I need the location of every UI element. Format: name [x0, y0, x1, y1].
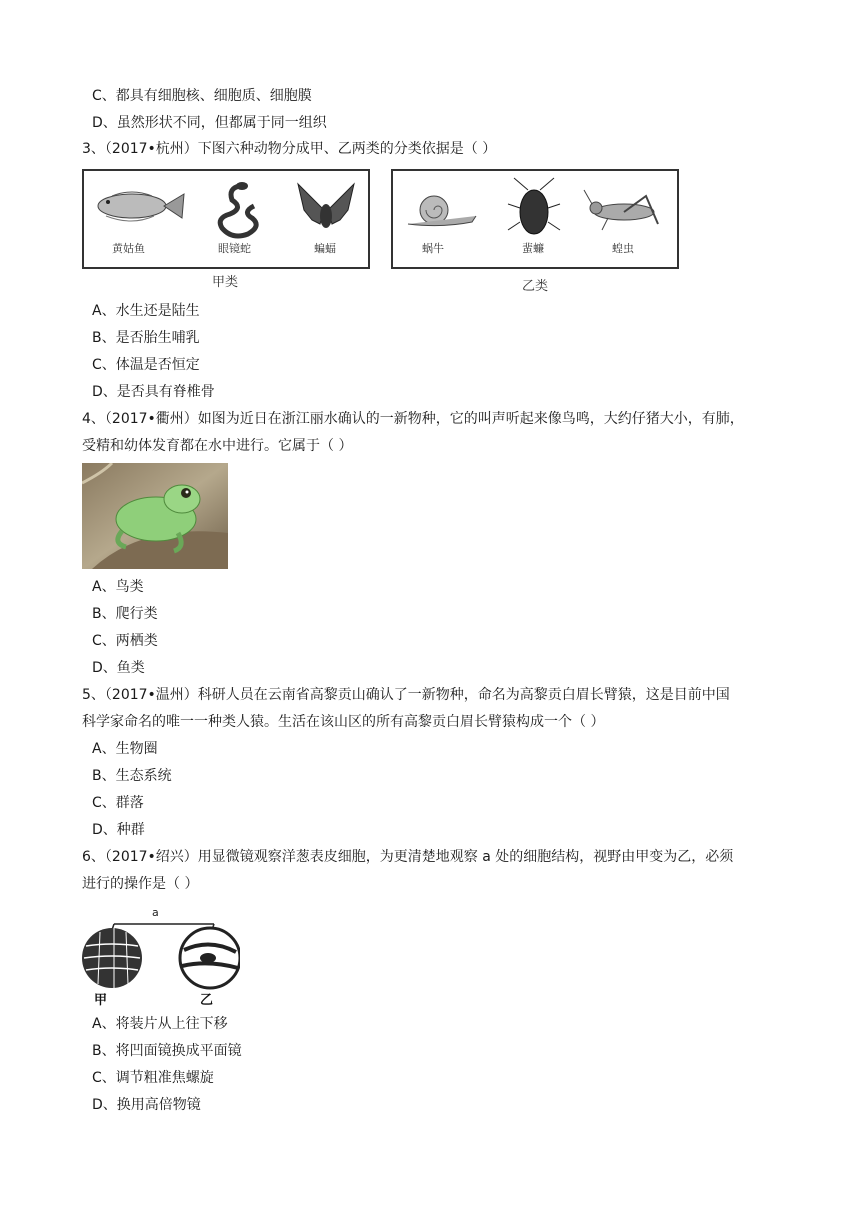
microscope-view-image	[80, 902, 240, 1008]
q6-option-c: C、调节粗准焦螺旋	[92, 1070, 214, 1086]
q5-stem-line2: 科学家命名的唯一一种类人猿。生活在该山区的所有高黎贡白眉长臂猿构成一个（ ）	[82, 714, 605, 730]
q5-stem-line1: 5、（2017•温州）科研人员在云南省高黎贡山确认了一新物种，命名为高黎贡白眉长臂猿，这是目前中国	[82, 687, 730, 703]
snake-image	[220, 182, 256, 236]
q2-option-c: C、都具有细胞核、细胞质、细胞膜	[92, 88, 312, 104]
q5-option-c: C、群落	[92, 795, 144, 811]
cockroach-image	[508, 178, 560, 234]
q6-option-a: A、将装片从上往下移	[92, 1016, 228, 1032]
q3-option-b: B、是否胎生哺乳	[92, 330, 200, 346]
view-yi	[180, 928, 240, 988]
q6-option-b: B、将凹面镜换成平面镜	[92, 1043, 242, 1059]
animal-classification-figure	[82, 168, 682, 298]
bat-image	[298, 184, 354, 228]
q6-stem-line1: 6、（2017•绍兴）用显微镜观察洋葱表皮细胞，为更清楚地观察 a 处的细胞结构，视野由甲变为乙，必须	[82, 849, 734, 865]
frog-image	[82, 463, 228, 569]
q3-option-d: D、是否具有脊椎骨	[92, 384, 215, 400]
q6-option-d: D、换用高倍物镜	[92, 1097, 201, 1113]
group-a-caption: 甲类	[212, 275, 239, 290]
view-jia	[82, 928, 142, 988]
q3-stem: 3、（2017•杭州）下图六种动物分成甲、乙两类的分类依据是（ ）	[82, 141, 497, 157]
marker-a: a	[152, 906, 159, 919]
q3-option-c: C、体温是否恒定	[92, 357, 200, 373]
animal-label-snake: 眼镜蛇	[218, 242, 251, 255]
q5-option-d: D、种群	[92, 822, 145, 838]
animal-label-snail: 蜗牛	[422, 242, 444, 255]
q4-option-c: C、两栖类	[92, 633, 158, 649]
animal-label-bat: 蝙蝠	[314, 242, 336, 255]
q5-option-b: B、生态系统	[92, 768, 172, 784]
q4-option-a: A、鸟类	[92, 579, 144, 595]
fish-image	[98, 192, 184, 221]
group-b-caption: 乙类	[522, 279, 549, 294]
label-yi: 乙	[200, 993, 214, 1008]
q3-figure	[82, 168, 682, 302]
label-jia: 甲	[94, 993, 108, 1008]
animal-label-cockroach: 蜚蠊	[522, 242, 544, 255]
animal-label-fish: 黄姑鱼	[112, 242, 145, 255]
q4-stem-line1: 4、（2017•衢州）如图为近日在浙江丽水确认的一新物种，它的叫声听起来像鸟鸣，大约仔猪大小，有肺，	[82, 411, 744, 427]
q4-frog-photo	[82, 463, 228, 573]
q4-option-b: B、爬行类	[92, 606, 158, 622]
q6-microscope-figure	[80, 902, 240, 1012]
q6-stem-line2: 进行的操作是（ ）	[82, 876, 199, 892]
animal-label-grasshopper: 蝗虫	[612, 242, 634, 255]
q4-stem-line2: 受精和幼体发育都在水中进行。它属于（ ）	[82, 438, 353, 454]
grasshopper-image	[584, 190, 658, 230]
q5-option-a: A、生物圈	[92, 741, 158, 757]
q2-option-d: D、虽然形状不同，但都属于同一组织	[92, 115, 327, 131]
q4-option-d: D、鱼类	[92, 660, 145, 676]
q3-option-a: A、水生还是陆生	[92, 303, 200, 319]
snail-image	[408, 196, 476, 226]
